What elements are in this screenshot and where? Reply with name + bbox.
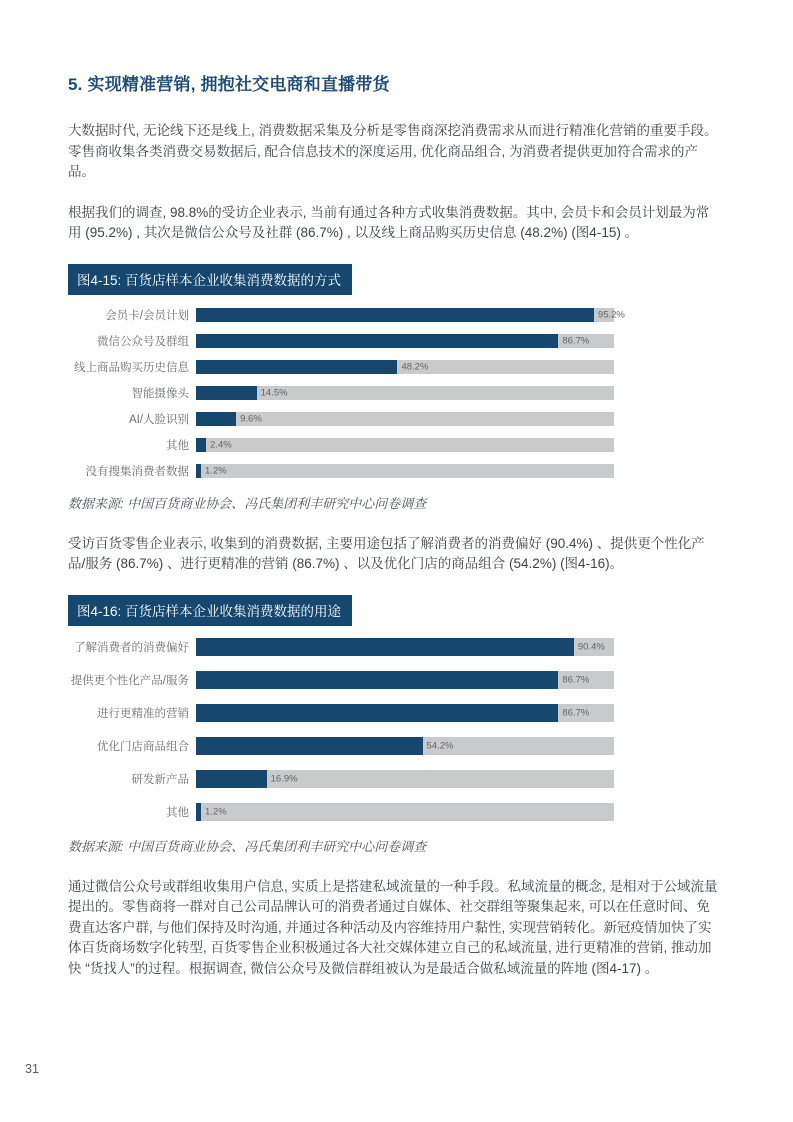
- value-label: 86.7%: [562, 335, 590, 346]
- chart-row: [68, 671, 624, 689]
- bar-fill: [196, 386, 257, 400]
- bar-track: [196, 438, 614, 452]
- category-label: 其他: [166, 439, 189, 452]
- body-paragraph-1: 大数据时代, 无论线下还是线上, 消费数据采集及分析是零售商深挖消费需求从而进行精准化营销的重要手段。零售商收集各类消费交易数据后, 配合信息技术的深度运用, 优化商品组合, 为消费者提供更加符合需求的产品。: [68, 123, 718, 179]
- value-label: 16.9%: [270, 773, 298, 784]
- value-label: 1.2%: [205, 806, 227, 817]
- data-source-note-2: 数据来源: 中国百货商业协会、冯氏集团利丰研究中心问卷调查: [68, 838, 427, 854]
- category-label: 提供更个性化产品/服务: [70, 674, 189, 687]
- section-heading: 5. 实现精准营销, 拥抱社交电商和直播带货: [68, 75, 390, 94]
- bar-track: [196, 704, 614, 722]
- chart-row: [68, 704, 624, 722]
- bar-track: [196, 737, 614, 755]
- bar-track: [196, 386, 614, 400]
- value-label: 90.4%: [577, 641, 605, 652]
- value-label: 86.7%: [562, 674, 590, 685]
- page-content: [68, 70, 728, 999]
- body-paragraph-4: 通过微信公众号或群组收集用户信息, 实质上是搭建私域流量的一种手段。私域流量的概念, 是相对于公域流量提出的。零售商将一群对自己公司品牌认可的消费者通过自媒体、社交群组等聚集起来, 可以在任意时间、免费直达客户群, 与他们保持及时沟通, 并通过各种活动及内容维持用户黏性, 实现营销转化。新冠疫情加快了实体百货商场数字化转型, 百货零售企业积极通过各大社交媒体建立自己的私域流量, 进行更精准的营销, 推动加快 “货找人”的过程。根据调查, 微信公众号及微信群组被认为是最适合做私域流量的阵地 (图4-17) 。: [68, 878, 718, 976]
- chart-figure-4-16: [68, 595, 728, 821]
- value-label: 2.4%: [210, 439, 232, 450]
- category-label: 优化门店商品组合: [97, 740, 189, 753]
- chart-row: [68, 770, 624, 788]
- category-label: 微信公众号及群组: [97, 335, 189, 348]
- bar-chart: [68, 638, 624, 821]
- bar-track: [196, 412, 614, 426]
- chart-title: 图4-16: 百货店样本企业收集消费数据的用途: [68, 595, 352, 626]
- data-source-note-1: 数据来源: 中国百货商业协会、冯氏集团利丰研究中心问卷调查: [68, 495, 427, 511]
- category-label: 了解消费者的消费偏好: [74, 641, 189, 654]
- value-label: 54.2%: [426, 740, 454, 751]
- value-label: 95.2%: [597, 309, 625, 320]
- chart-row: [68, 385, 624, 401]
- category-label: 没有搜集消费者数据: [85, 465, 189, 478]
- bar-track: [196, 638, 614, 656]
- chart-row: [68, 437, 624, 453]
- bar-fill: [196, 334, 558, 348]
- body-paragraph-2: 根据我们的调查, 98.8%的受访企业表示, 当前有通过各种方式收集消费数据。其中, 会员卡和会员计划最为常用 (95.2%) , 其次是微信公众号及社群 (86.7%) , 以及线上商品购买历史信息 (48.2%) (图4-15) 。: [68, 204, 710, 240]
- category-label: 线上商品购买历史信息: [74, 361, 189, 374]
- bar-fill: [196, 308, 594, 322]
- chart-row: [68, 359, 624, 375]
- bar-fill: [196, 671, 558, 689]
- value-label: 9.6%: [240, 413, 262, 424]
- page-number: 31: [25, 1062, 39, 1076]
- bar-fill: [196, 638, 574, 656]
- category-label: 会员卡/会员计划: [105, 309, 189, 322]
- category-label: 其他: [166, 806, 189, 819]
- category-label: 进行更精准的营销: [97, 707, 189, 720]
- chart-row: [68, 411, 624, 427]
- chart-row: [68, 333, 624, 349]
- bar-fill: [196, 412, 236, 426]
- bar-track: [196, 334, 614, 348]
- body-paragraph-3: 受访百货零售企业表示, 收集到的消费数据, 主要用途包括了解消费者的消费偏好 (90.4%) 、提供更个性化产品/服务 (86.7%) 、进行更精准的营销 (86.7%) 、以及优化门店的商品组合 (54.2%) (图4-16)。: [68, 535, 705, 571]
- value-label: 48.2%: [401, 361, 429, 372]
- bar-fill: [196, 737, 423, 755]
- chart-figure-4-15: [68, 264, 728, 479]
- bar-track: [196, 671, 614, 689]
- category-label: AI/人脸识别: [128, 413, 189, 426]
- chart-title: 图4-15: 百货店样本企业收集消费数据的方式: [68, 264, 352, 295]
- bar-fill: [196, 770, 267, 788]
- bar-chart: [68, 307, 624, 479]
- value-label: 1.2%: [205, 465, 227, 476]
- bar-fill: [196, 438, 206, 452]
- chart-row: [68, 638, 624, 656]
- chart-row: [68, 803, 624, 821]
- value-label: 14.5%: [260, 387, 288, 398]
- chart-row: [68, 463, 624, 479]
- category-label: 智能摄像头: [131, 387, 189, 400]
- bar-track: [196, 360, 614, 374]
- chart-row: [68, 737, 624, 755]
- bar-track: [196, 770, 614, 788]
- category-label: 研发新产品: [131, 773, 189, 786]
- bar-track: [196, 464, 614, 478]
- bar-track: [196, 308, 625, 322]
- chart-row: [68, 307, 624, 323]
- bar-track: [196, 803, 614, 821]
- value-label: 86.7%: [562, 707, 590, 718]
- bar-fill: [196, 360, 397, 374]
- bar-fill: [196, 704, 558, 722]
